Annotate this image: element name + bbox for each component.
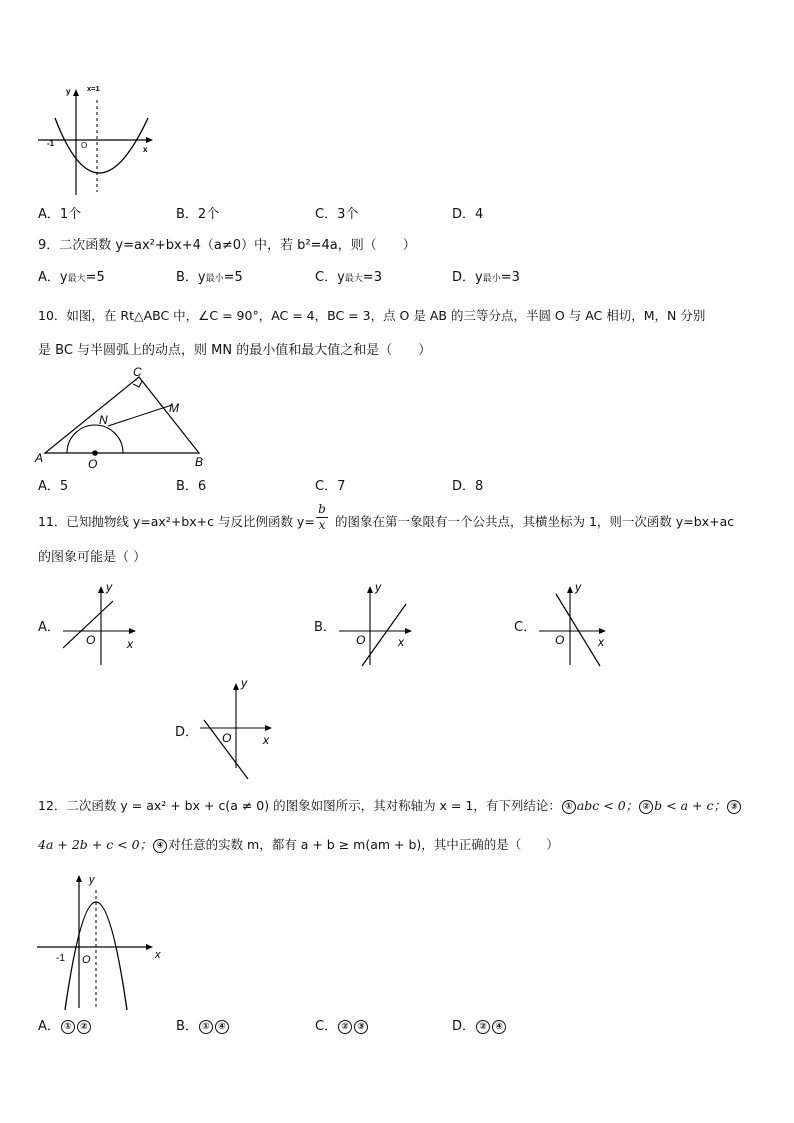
svg-text:O: O (356, 633, 366, 647)
q11-c-line (556, 594, 600, 666)
q8-parabola-curve (55, 118, 148, 173)
q11-option-c[interactable]: C． (514, 620, 537, 635)
q12-circled-4: ④ (153, 839, 167, 853)
q11-frac-den: x (316, 517, 328, 533)
q8-option-b[interactable]: B．2个 (176, 207, 220, 222)
q10-label-b: B (195, 455, 204, 469)
q12-circled-1: ① (562, 800, 576, 814)
q12-parabola-figure (34, 868, 169, 1010)
q8-origin-label: O (81, 141, 88, 150)
q11-option-a[interactable]: A． (38, 620, 60, 635)
y-arrow-icon (98, 586, 104, 593)
x-arrow-icon (129, 628, 136, 634)
q8-x-arrow-icon (146, 137, 153, 143)
q8-sym-label: x=1 (87, 84, 100, 93)
q12-circled-2: ② (639, 800, 653, 814)
q12-neg1-label: -1 (56, 953, 65, 964)
q12-option-b[interactable]: B． ① ④ (176, 1018, 230, 1036)
svg-text:y: y (375, 580, 381, 594)
q10-triangle (45, 377, 199, 453)
q11-graph-c[interactable] (534, 578, 624, 668)
q11-d-line (204, 720, 248, 779)
q10-segment-mn (108, 405, 172, 426)
svg-text:O: O (222, 731, 232, 745)
q11-frac-num: b (318, 502, 326, 516)
svg-text:y: y (575, 580, 581, 594)
svg-text:x: x (598, 635, 604, 649)
svg-text:x: x (127, 637, 133, 651)
q12-circled-3: ③ (727, 800, 741, 814)
q12-x-arrow-icon (146, 944, 153, 950)
svg-text:O: O (555, 633, 565, 647)
q10-label-m: M (169, 401, 179, 415)
y-arrow-icon (233, 683, 239, 690)
q8-option-a[interactable]: A．1个 (38, 207, 82, 222)
q12-option-d[interactable]: D． ② ④ (452, 1018, 507, 1036)
q11-stem-line1b: 的图象在第一象限有一个公共点，其横坐标为 1，则一次函数 y=bx+ac (335, 514, 735, 529)
q9-stem: 9．二次函数 y=ax²+bx+4（a≠0）中，若 b²=4a，则（ ） (38, 238, 416, 253)
svg-text:O: O (86, 633, 96, 647)
q12-y-arrow-icon (76, 875, 82, 882)
q9-option-d[interactable]: D．y最小=3 (452, 270, 520, 285)
q11-stem-line1a: 11．已知抛物线 y=ax²+bx+c 与反比例函数 y= (38, 514, 315, 529)
x-arrow-icon (599, 628, 606, 634)
svg-text:y: y (106, 580, 112, 594)
q8-y-arrow-icon (73, 89, 79, 96)
q10-label-a: A (35, 451, 44, 465)
q12-y-label: y (89, 874, 95, 886)
q12-option-c[interactable]: C． ② ③ (315, 1018, 369, 1036)
q10-stem-line1: 10．如图，在 Rt△ABC 中，∠C = 90°，AC = 4，BC = 3，点 O 是 AB 的三等分点，半圆 O 与 AC 相切，M，N 分别 (38, 308, 706, 323)
q8-parabola-figure (35, 80, 160, 200)
q10-stem-line2: 是 BC 与半圆弧上的动点，则 MN 的最小值和最大值之和是（ ） (38, 343, 432, 358)
q11-fraction (316, 502, 328, 533)
q10-label-n: N (99, 413, 108, 427)
q10-label-c: C (133, 365, 142, 379)
q11-option-b[interactable]: B． (314, 620, 336, 635)
q9-option-b[interactable]: B．y最小=5 (176, 270, 243, 285)
q11-option-d[interactable]: D． (175, 725, 199, 740)
x-arrow-icon (265, 725, 272, 731)
q11-graph-d[interactable] (195, 676, 285, 786)
y-arrow-icon (567, 586, 573, 593)
q8-neg1-label: -1 (47, 139, 55, 148)
q12-stem-line2: 4a + 2b + c < 0； ④ 对任意的实数 m，都有 a + b ≥ m(am + b)，其中正确的是（ ） (38, 837, 559, 852)
q10-option-d[interactable]: D．8 (452, 479, 484, 494)
svg-text:y: y (241, 676, 247, 690)
q10-right-angle-mark (133, 381, 142, 387)
x-arrow-icon (405, 628, 412, 634)
q10-option-c[interactable]: C．7 (315, 479, 346, 494)
q12-x-label: x (155, 949, 161, 961)
q8-x-label: x (143, 145, 148, 154)
q10-center-dot (92, 450, 98, 456)
q8-option-d[interactable]: D．4 (452, 207, 484, 222)
svg-text:x: x (398, 635, 404, 649)
q10-label-o: O (88, 457, 98, 471)
y-arrow-icon (367, 586, 373, 593)
q12-origin-label: O (82, 954, 91, 966)
q8-option-c[interactable]: C．3个 (315, 207, 359, 222)
q11-graph-b[interactable] (334, 578, 424, 668)
svg-text:x: x (263, 733, 269, 747)
q10-option-b[interactable]: B．6 (176, 479, 207, 494)
q11-stem-line2: 的图象可能是（ ） (38, 550, 147, 565)
q10-semicircle (67, 425, 123, 453)
q10-option-a[interactable]: A．5 (38, 479, 69, 494)
q8-y-label: y (66, 87, 71, 96)
q11-graph-a[interactable] (58, 578, 148, 668)
q10-triangle-figure (34, 362, 214, 472)
q12-option-a[interactable]: A． ① ② (38, 1018, 92, 1036)
q9-option-c[interactable]: C．y最大=3 (315, 270, 382, 285)
q9-option-a[interactable]: A．y最大=5 (38, 270, 105, 285)
q12-stem-line1: 12．二次函数 y = ax² + bx + c(a ≠ 0) 的图象如图所示，其对称轴为 x = 1，有下列结论： ① abc < 0； ② b < a + c； ③ (38, 797, 742, 815)
